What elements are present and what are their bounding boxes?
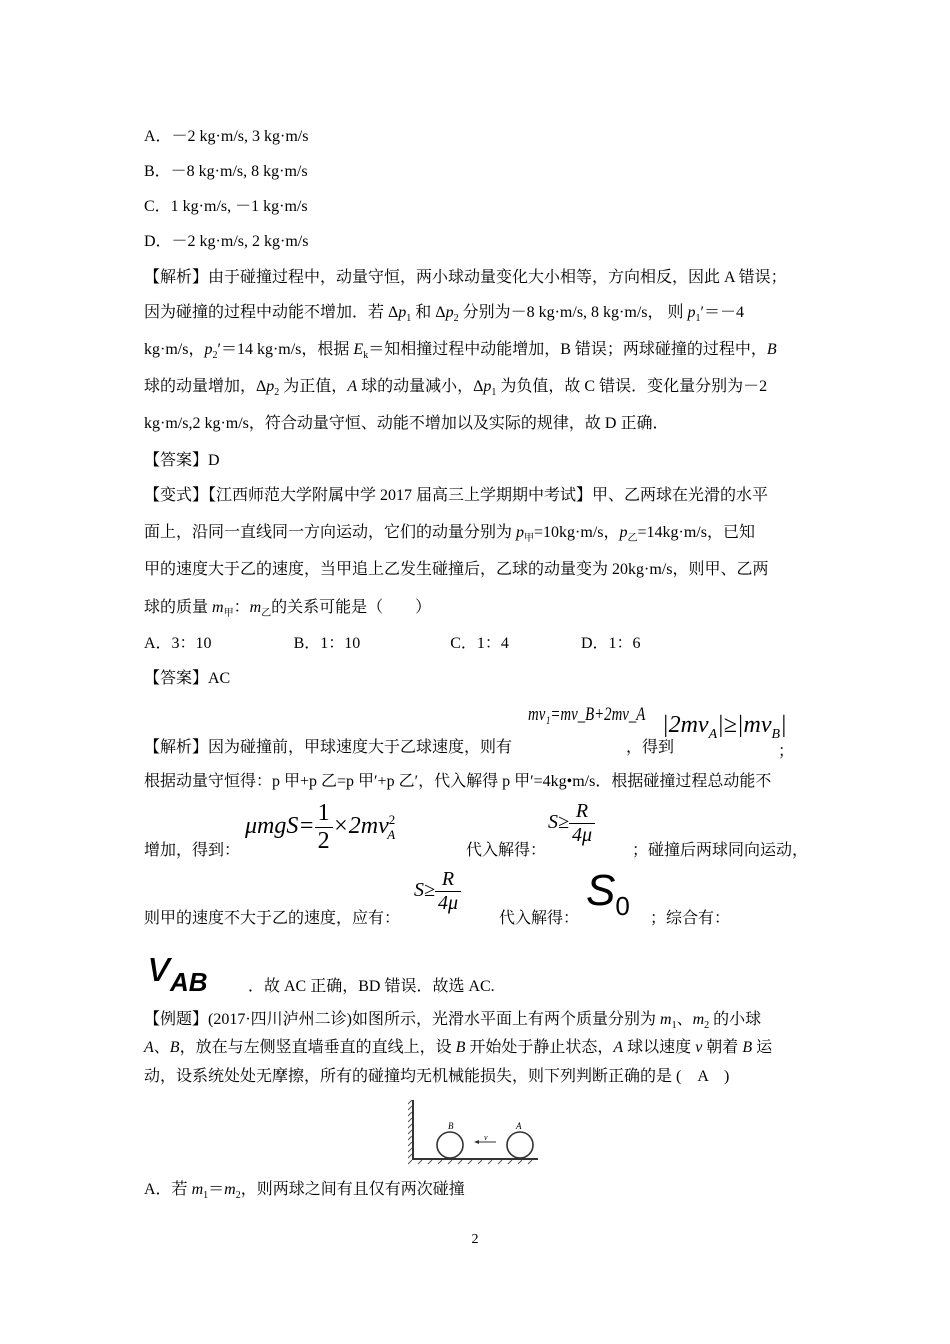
answer1: 【答案】D: [144, 452, 220, 469]
page-number: 2: [471, 1232, 479, 1247]
ball-b: [437, 1132, 463, 1158]
analysis2-line1-end: ；: [778, 743, 795, 760]
variant-line1: 【变式】【江西师范大学附属中学 2017 届高三上学期期中考试】甲、乙两球在光滑的水平: [144, 487, 769, 504]
analysis2-line3-start: 增加，得到：: [144, 842, 241, 859]
option-c: C．1 kg·m/s, －1 kg·m/s: [144, 198, 308, 215]
analysis2-line5: ．故 AC 正确，BD 错误．故选 AC.: [248, 978, 495, 995]
variant-line2: 面上，沿同一直线同一方向运动，它们的动量分别为 $p_甲=10kg\cdot m/s$，$p_乙=14kg\cdot m/s$，已知: [144, 524, 755, 545]
example-line1: 【例题】(2017·四川泸州二诊)如图所示，光滑水平面上有两个质量分别为 $m_1$、$m_2$ 的小球: [144, 1011, 762, 1032]
formula-s-bound-1: S≥ $\frac{R}{4\mu}$: [548, 800, 595, 847]
wall-hatch: [408, 1100, 532, 1164]
collision-figure: [408, 1098, 540, 1168]
variant-options: A．3：10 B．1：10 C．1：4 D．1：6: [144, 635, 641, 652]
option-a: A．－2 kg·m/s, 3 kg·m/s: [144, 128, 309, 145]
analysis1-line5: kg·m/s,2 kg·m/s，符合动量守恒、动能不增加以及实际的规律，故 D 正确．: [144, 415, 669, 432]
label-a: A: [516, 1121, 522, 1131]
analysis2-line1-mid: ，得到: [626, 739, 675, 756]
example-line2: A、B，放在与左侧竖直墙垂直的直线上，设 B 开始处于静止状态，A 球以速度 v 朝着 B 运: [144, 1039, 773, 1056]
analysis2-line3-mid: 代入解得：: [466, 842, 547, 859]
analysis2-line4-end: ；综合有：: [650, 910, 731, 927]
answer2: 【答案】AC: [144, 670, 231, 687]
analysis2-line3-end: ；碰撞后两球同向运动，: [632, 842, 809, 859]
variant-line3: 甲的速度大于乙的速度，当甲追上乙发生碰撞后，乙球的动量变为 20kg·m/s，则甲、乙两: [144, 561, 769, 578]
label-b: B: [448, 1121, 454, 1131]
analysis2-line1: 【解析】因为碰撞前，甲球速度大于乙球速度，则有: [144, 739, 513, 756]
example-line3: 动，设系统处处无摩擦，所有的碰撞均无机械能损失，则下列判断正确的是 ( A ): [144, 1068, 730, 1085]
variant-line4: 球的质量 $m_甲$：$m_乙$的关系可能是（ ）: [144, 599, 432, 620]
example-option-a: A．若 $m_1=m_2$，则两球之间有且仅有两次碰撞: [144, 1181, 465, 1202]
analysis1-line4: 球的动量增加，$\Delta p_2$ 为正值，A 球的动量减小，$\Delta p_1$ 为负值，故 C 错误．变化量分别为－2: [144, 378, 768, 399]
formula-vab: $v_{AB}$: [148, 942, 208, 997]
label-v: v: [484, 1133, 488, 1142]
analysis2-line4-mid: 代入解得：: [499, 910, 580, 927]
formula-s-bound-2: S≥ $\frac{R}{4\mu}$: [414, 868, 461, 915]
formula-momentum-relation: mv₁=mv_B+2mv_A: [528, 704, 646, 725]
ball-a: [507, 1132, 533, 1158]
formula-s0: $S_0$: [586, 866, 630, 921]
option-b: B．－8 kg·m/s, 8 kg·m/s: [144, 163, 308, 180]
velocity-arrow-head: [474, 1140, 479, 1144]
formula-inequality: $|2mv_A|\ge|mv_B|$: [662, 712, 787, 742]
analysis2-line2: 根据动量守恒得：p 甲+p 乙=p 甲′+p 乙′，代入解得 p 甲′=4kg•m/s．根据碰撞过程总动能不: [144, 773, 772, 790]
formula-energy: μmgS= $\frac{1}{2}$ $\times 2mv^2_A$: [245, 800, 396, 854]
analysis1-line2: 因为碰撞的过程中动能不增加．若 $\Delta p_1$ 和 $\Delta p_2$ 分别为－8 kg·m/s, 8 kg·m/s， 则 $p_1'=-4$: [144, 304, 745, 325]
option-d: D．－2 kg·m/s, 2 kg·m/s: [144, 233, 309, 250]
analysis1-line3: kg·m/s，$p_2'=14$ kg·m/s，根据 $E_k=$知相撞过程中动能增加，B 错误；两球碰撞的过程中，B: [144, 341, 777, 362]
analysis1-line1: 【解析】由于碰撞过程中，动量守恒，两小球动量变化大小相等，方向相反，因此 A 错误；: [144, 269, 787, 286]
analysis2-line4-start: 则甲的速度不大于乙的速度，应有：: [144, 910, 401, 927]
